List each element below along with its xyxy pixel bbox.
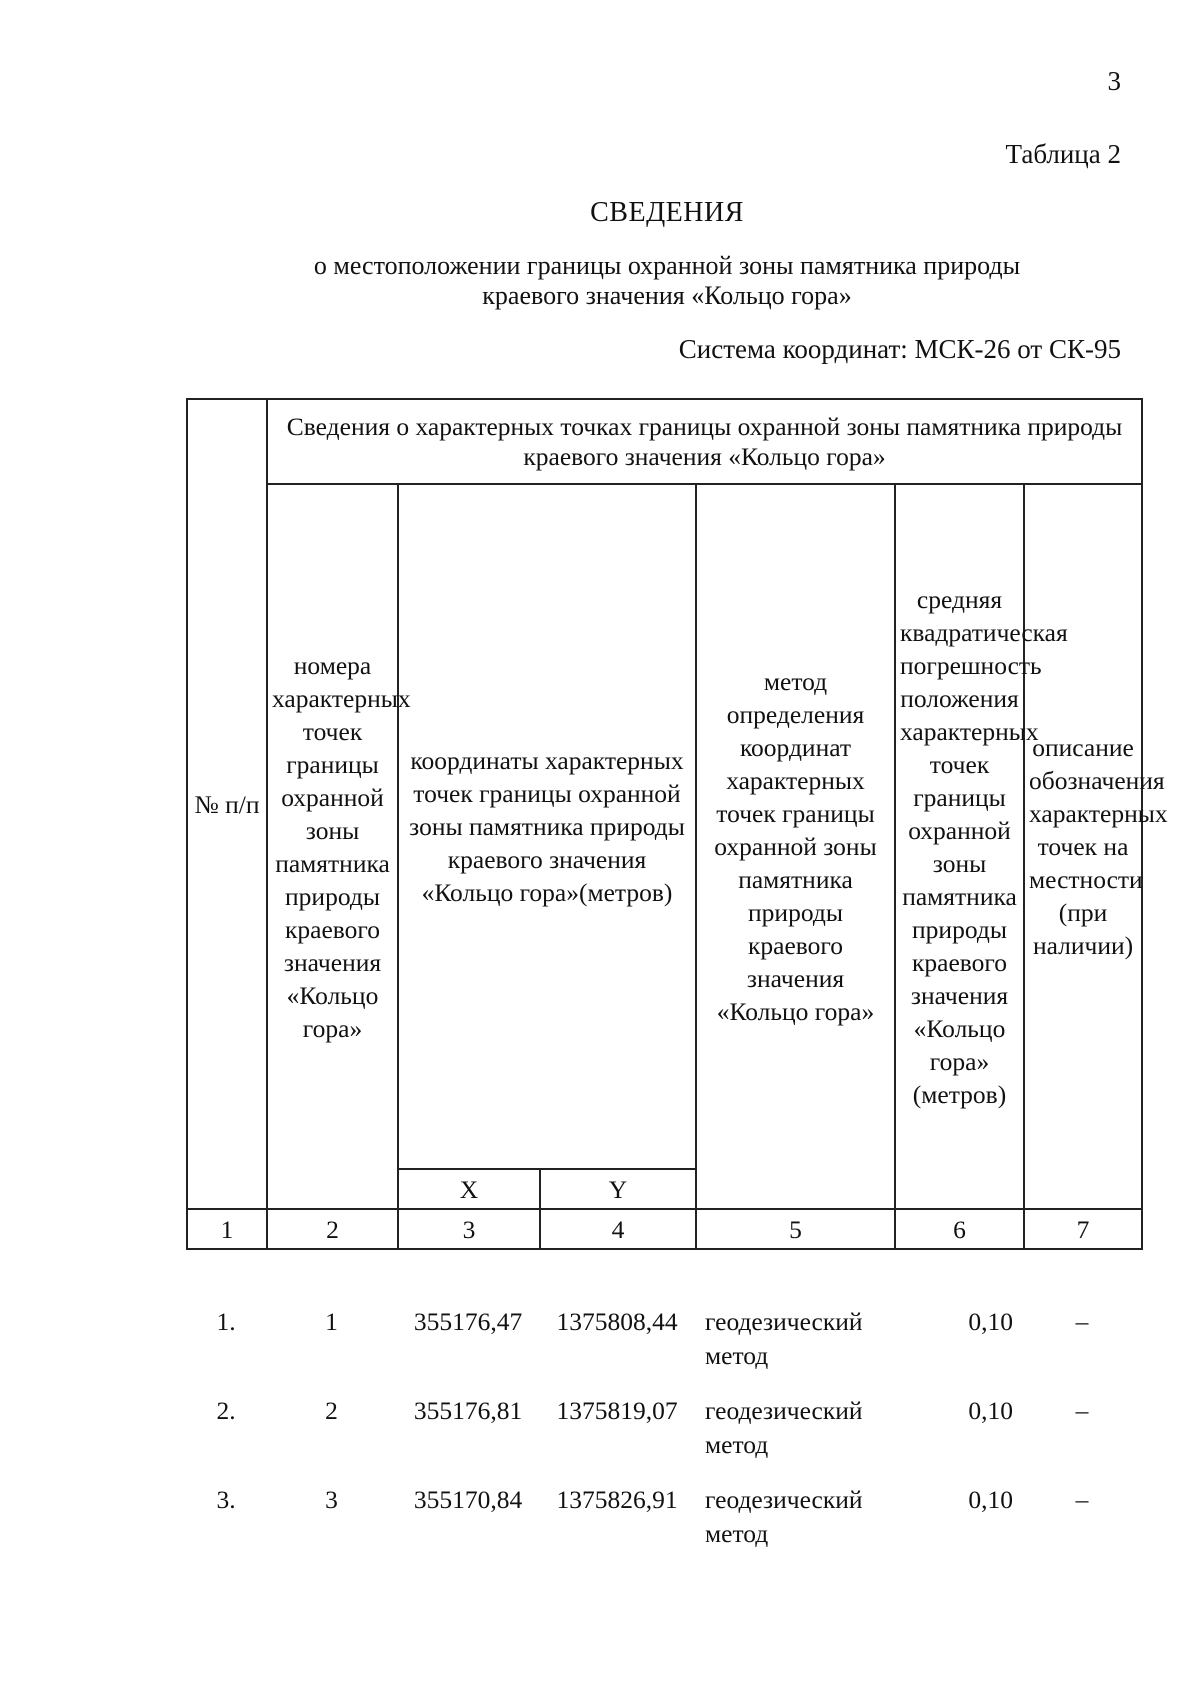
subtitle-line-2: краевого значения «Кольцо гора»: [482, 281, 852, 310]
coordinate-y: 1375808,44: [556, 1307, 678, 1336]
table-body: [186, 1305, 1141, 1572]
method: геодезический метод: [705, 1485, 863, 1548]
error: 0,10: [968, 1396, 1013, 1425]
table-label: Таблица 2: [1005, 139, 1121, 169]
column-index: 4: [540, 1209, 696, 1249]
column-index: 7: [1024, 1209, 1142, 1249]
description: –: [1075, 1485, 1089, 1514]
column-index: 5: [696, 1209, 895, 1249]
col-header-description: описание обозначения характерных точек на местности (при наличии): [1024, 484, 1142, 1209]
coordinate-x: 355170,84: [413, 1485, 523, 1514]
point-number: 2: [325, 1396, 338, 1425]
coordinate-y: 1375826,91: [556, 1485, 678, 1514]
row-number: 3.: [216, 1485, 236, 1514]
row-number: 1.: [216, 1307, 236, 1336]
subtitle-line-1: о местоположении границы охранной зоны памятника природы: [313, 251, 1021, 280]
error: 0,10: [968, 1307, 1013, 1336]
method: геодезический метод: [705, 1307, 863, 1370]
document-title: СВЕДЕНИЯ: [590, 197, 744, 228]
table-row: [186, 1394, 1141, 1483]
col-header-error: средняя квадратическая погрешность положения характерных точек границы охранной зоны памятника природы краевого значения «Кольцо гора» (метров): [895, 484, 1024, 1209]
method: геодезический метод: [705, 1396, 863, 1459]
column-index: 1: [187, 1209, 267, 1249]
row-number: 2.: [216, 1396, 236, 1425]
col-header-coordinates: координаты характерных точек границы охранной зоны памятника природы краевого значения «Кольцо гора»(метров): [398, 484, 696, 1169]
col-header-num: № п/п: [187, 399, 267, 1209]
coordinate-y: 1375819,07: [556, 1396, 678, 1425]
table-row: [186, 1305, 1141, 1394]
error: 0,10: [968, 1485, 1013, 1514]
column-index: 3: [398, 1209, 540, 1249]
column-index: 2: [267, 1209, 398, 1249]
table-row: [186, 1483, 1141, 1572]
coordinate-system: Система координат: МСК-26 от СК-95: [678, 334, 1121, 364]
description: –: [1075, 1396, 1089, 1425]
coordinate-x: 355176,47: [413, 1307, 523, 1336]
point-number: 1: [325, 1307, 338, 1336]
col-header-point-numbers: номера характерных точек границы охранной зоны памятника природы краевого значения «Кольцо гора»: [267, 484, 398, 1209]
col-header-method: метод определения координат характерных точек границы охранной зоны памятника природы краевого значения «Кольцо гора»: [696, 484, 895, 1209]
description: –: [1075, 1307, 1089, 1336]
table-header: [186, 398, 1168, 1250]
col-header-group: Сведения о характерных точках границы охранной зоны памятника природы краевого значения «Кольцо гора»: [267, 399, 1142, 484]
col-header-x: X: [398, 1169, 540, 1209]
coordinate-x: 355176,81: [413, 1396, 523, 1425]
column-index: 6: [895, 1209, 1024, 1249]
col-header-y: Y: [540, 1169, 696, 1209]
document-subtitle: [0, 251, 1200, 311]
column-index-row: [187, 1209, 1142, 1249]
page-number: 3: [1107, 66, 1121, 96]
point-number: 3: [325, 1485, 338, 1514]
